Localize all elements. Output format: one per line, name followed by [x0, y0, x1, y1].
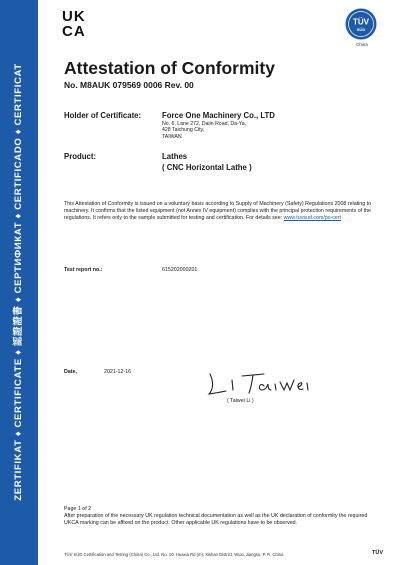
- certificate-number: No. M8AUK 079569 0006 Rev. 00: [64, 80, 194, 90]
- test-report-number: 615202000201: [162, 267, 198, 273]
- certificate-sidebar-band: [0, 0, 38, 565]
- page-number: Page 1 of 2: [64, 506, 92, 512]
- ukca-line-1: UK: [62, 8, 86, 25]
- tuv-logo-text: TÜV: [353, 17, 369, 27]
- product-label: Product:: [64, 152, 97, 161]
- holder-name: Force One Machinery Co., LTD: [162, 111, 275, 120]
- tuv-sud-logo-icon: [345, 8, 377, 40]
- holder-address: [162, 121, 246, 140]
- certificate-link[interactable]: www.tuvsud.com/ps-cert: [283, 215, 342, 221]
- footer-note: After preparation of the necessary UK regulation technical documentation as well as the UK declaration of conformity the required UKCA marking can be affixed on the product. Other applicable UK regulations have to be observed.: [64, 513, 368, 526]
- signature-image: [206, 368, 318, 398]
- date-value: 2021-12-16: [104, 369, 132, 375]
- footer-tuv-logo: TÜV: [372, 550, 383, 556]
- product-detail: ( CNC Horizontal Lathe ): [162, 163, 252, 172]
- attestation-statement: [64, 201, 384, 222]
- date-label: Date,: [64, 369, 77, 375]
- ukca-line-2: CA: [62, 23, 86, 40]
- tuv-caption: China: [356, 42, 368, 47]
- signatory-name: ( Taiwei Li ): [227, 398, 254, 404]
- page-title: Attestation of Conformity: [64, 58, 275, 78]
- footer-company: TÜV SÜD Certification and Testing (China) Co., Ltd. No. 10, Huaxia Rd (m), Xishan District, Wuxi, Jiangsu, P. R. China: [64, 552, 284, 557]
- holder-address-line-1: No. 6, Lane 272, Daiin Road, Da-Ya,: [162, 121, 247, 127]
- holder-address-line-3: TAIWAN: [162, 133, 182, 140]
- test-report-label: Test report no.:: [64, 267, 103, 273]
- ukca-mark-logo: [62, 9, 96, 39]
- statement-text: This Attestation of Conformity is issued on a voluntary basis according to Supply of Machinery (Safety) Regulations 2008 relating to machinery. It confirms that the listed equipment (not Annex IV equipment) complies with the principal protection requirements of the regulations. It refers only to the sample submitted for testing and certification. For details see:: [64, 201, 372, 221]
- holder-label: Holder of Certificate:: [64, 111, 142, 120]
- tuv-logo-subtext: SÜD: [356, 27, 366, 32]
- sidebar-text: ZERTIFIKAT ♦ CERTIFICATE ♦ 認證證書 ♦ СЕРТИФИКАТ ♦ CERTIFICADO ♦ CERTIFICAT: [13, 63, 24, 501]
- product-name: Lathes: [162, 152, 188, 161]
- holder-address-line-2: 428 Taichung City,: [162, 127, 205, 134]
